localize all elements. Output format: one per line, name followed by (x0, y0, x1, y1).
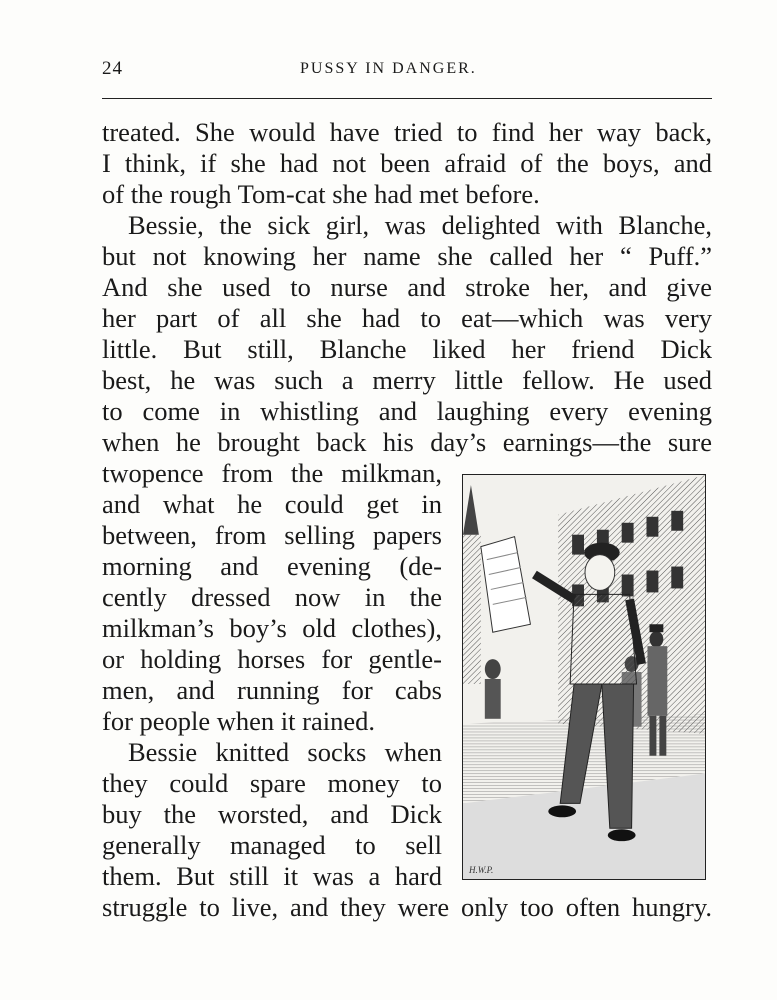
text-line: morning and evening (de- (102, 551, 442, 581)
text-line: generally managed to sell (102, 830, 442, 860)
header-rule (102, 98, 712, 99)
newsboy-illustration (462, 474, 706, 880)
text-line: and what he could get in (102, 489, 442, 519)
text-line: milkman’s boy’s old clothes), (102, 613, 442, 643)
text-line: And she used to nurse and stroke her, and give (102, 272, 712, 302)
text-line: cently dressed now in the (102, 582, 442, 612)
engraving-image (463, 475, 705, 879)
text-line: little. But still, Blanche liked her friend Dick (102, 334, 712, 364)
text-line: men, and running for cabs (102, 675, 442, 705)
text-line: to come in whistling and laughing every evening (102, 396, 712, 426)
text-line: or holding horses for gentle- (102, 644, 442, 674)
text-line: Bessie, the sick girl, was delighted with Blanche, (128, 210, 712, 240)
text-line: best, he was such a merry little fellow. He used (102, 365, 712, 395)
text-line: between, from selling papers (102, 520, 442, 550)
text-line: they could spare money to (102, 768, 442, 798)
text-line: her part of all she had to eat—which was very (102, 303, 712, 333)
text-line: I think, if she had not been afraid of the boys, and (102, 148, 712, 178)
running-title: PUSSY IN DANGER. (300, 60, 477, 77)
artist-signature: H.W.P. (469, 865, 494, 875)
page-header (102, 58, 712, 82)
text-line: twopence from the milkman, (102, 458, 442, 488)
text-line: struggle to live, and they were only too often hungry. (102, 892, 712, 922)
text-line: of the rough Tom-cat she had met before. (102, 179, 540, 209)
text-line: for people when it rained. (102, 706, 375, 736)
text-line: them. But still it was a hard (102, 861, 442, 891)
text-line: treated. She would have tried to find her way back, (102, 117, 712, 147)
text-line: buy the worsted, and Dick (102, 799, 442, 829)
page-number: 24 (102, 58, 123, 79)
text-line: but not knowing her name she called her “ Puff.” (102, 241, 712, 271)
text-line: Bessie knitted socks when (128, 737, 442, 767)
text-line: when he brought back his day’s earnings—the sure (102, 427, 712, 457)
